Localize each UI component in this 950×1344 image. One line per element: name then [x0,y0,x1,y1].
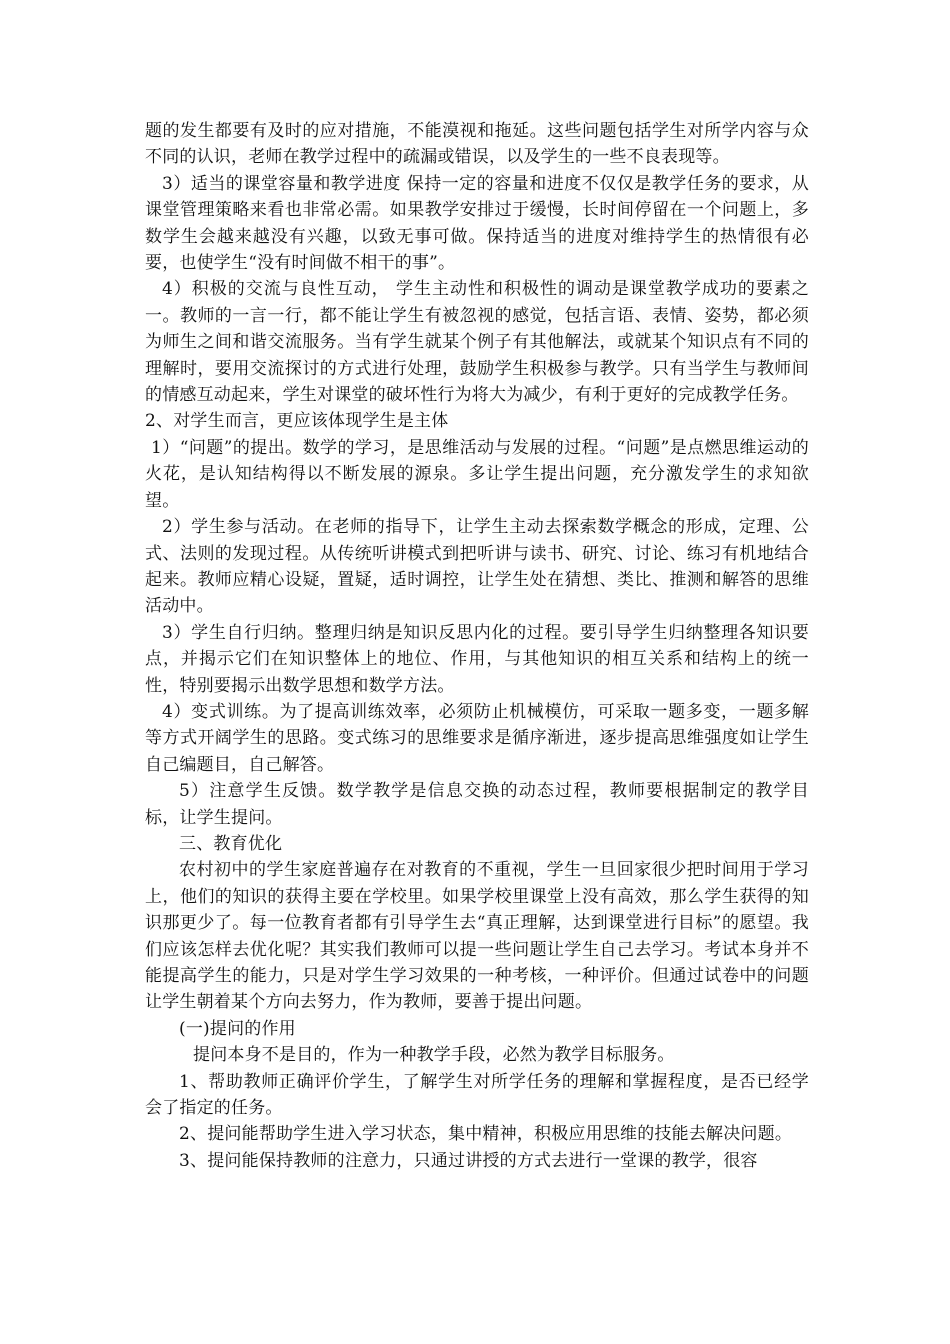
paragraph-question-1: 1、帮助教师正确评价学生，了解学生对所学任务的理解和掌握程度，是否已经学会了指定的任务。 [145,1071,809,1119]
paragraph-student-5: 5）注意学生反馈。数学教学是信息交换的动态过程，教师要根据制定的教学目标，让学生提问。 [145,781,809,828]
paragraph-student-4: 4）变式训练。为了提高训练效率，必须防止机械模仿，可采取一题多变，一题多解等方式开阔学生的思路。变式练习的思维要求是循序渐进，逐步提高思维强度如让学生自己编题目，自己解答。 [145,701,809,775]
paragraph-optimization: 农村初中的学生家庭普遍存在对教育的不重视，学生一旦回家很少把时间用于学习上，他们的知识的获得主要在学校里。如果学校里课堂上没有高效，那么学生获得的知识那更少了。每一位教育者都有引导学生去“真正理解，达到课堂进行目标”的愿望。我们应该怎样去优化呢？其实我们教师可以提一些问题让学生自己去学习。考试本身并不能提高学生的能力，只是对学生学习效果的一种考核，一种评价。但通过试卷中的问题让学生朝着某个方向去努力，作为教师，要善于提出问题。 [145,860,809,1013]
subsection-heading-1: (一)提问的作用 [179,1018,296,1039]
document-body [145,118,809,1174]
paragraph-item-4: 4）积极的交流与良性互动， 学生主动性和积极性的调动是课堂教学成功的要素之一。教师的一言一行，都不能让学生有被忽视的感觉，包括言语、表情、姿势，都必须为师生之间和谐交流服务。当有学生就某个例子有其他解法，或就某个知识点有不同的理解时，要用交流探讨的方式进行处理，鼓励学生积极参与教学。只有当学生与教师间的情感互动起来，学生对课堂的破坏性行为将大为减少，有利于更好的完成教学任务。 [145,279,809,406]
paragraph-continuation: 题的发生都要有及时的应对措施，不能漠视和拖延。这些问题包括学生对所学内容与众不同的认识，老师在教学过程中的疏漏或错误，以及学生的一些不良表现等。 [145,121,809,168]
section-heading-2: 2、对学生而言，更应该体现学生是主体 [145,411,449,432]
paragraph-student-1: 1）“问题”的提出。数学的学习，是思维活动与发展的过程。“问题”是点燃思维运动的火花，是认知结构得以不断发展的源泉。多让学生提出问题，充分激发学生的求知欲望。 [145,437,809,511]
paragraph-question-2: 2、提问能帮助学生进入学习状态，集中精神，积极应用思维的技能去解决问题。 [179,1124,793,1145]
paragraph-item-3: 3）适当的课堂容量和教学进度 保持一定的容量和进度不仅仅是教学任务的要求，从课堂管理策略来看也非常必需。如果教学安排过于缓慢，长时间停留在一个问题上，多数学生会越来越没有兴趣，以致无事可做。保持适当的进度对维持学生的热情很有必要，也使学生“没有时间做不相干的事”。 [145,173,809,274]
paragraph-question-3: 3、提问能保持教师的注意力，只通过讲授的方式去进行一堂课的教学，很容 [179,1150,758,1171]
paragraph-student-3: 3）学生自行归纳。整理归纳是知识反思内化的过程。要引导学生归纳整理各知识要点，并揭示它们在知识整体上的地位、作用，与其他知识的相互关系和结构上的统一性，特别要揭示出数学思想和数学方法。 [145,622,809,696]
paragraph-student-2: 2）学生参与活动。在老师的指导下，让学生主动去探索数学概念的形成，定理、公式、法则的发现过程。从传统听讲模式到把听讲与读书、研究、讨论、练习有机地结合起来。教师应精心设疑，置疑，适时调控，让学生处在猜想、类比、推测和解答的思维活动中。 [145,517,809,617]
section-heading-3: 三、教育优化 [179,833,283,854]
paragraph-question-purpose: 提问本身不是目的，作为一种教学手段，必然为教学目标服务。 [193,1045,675,1066]
